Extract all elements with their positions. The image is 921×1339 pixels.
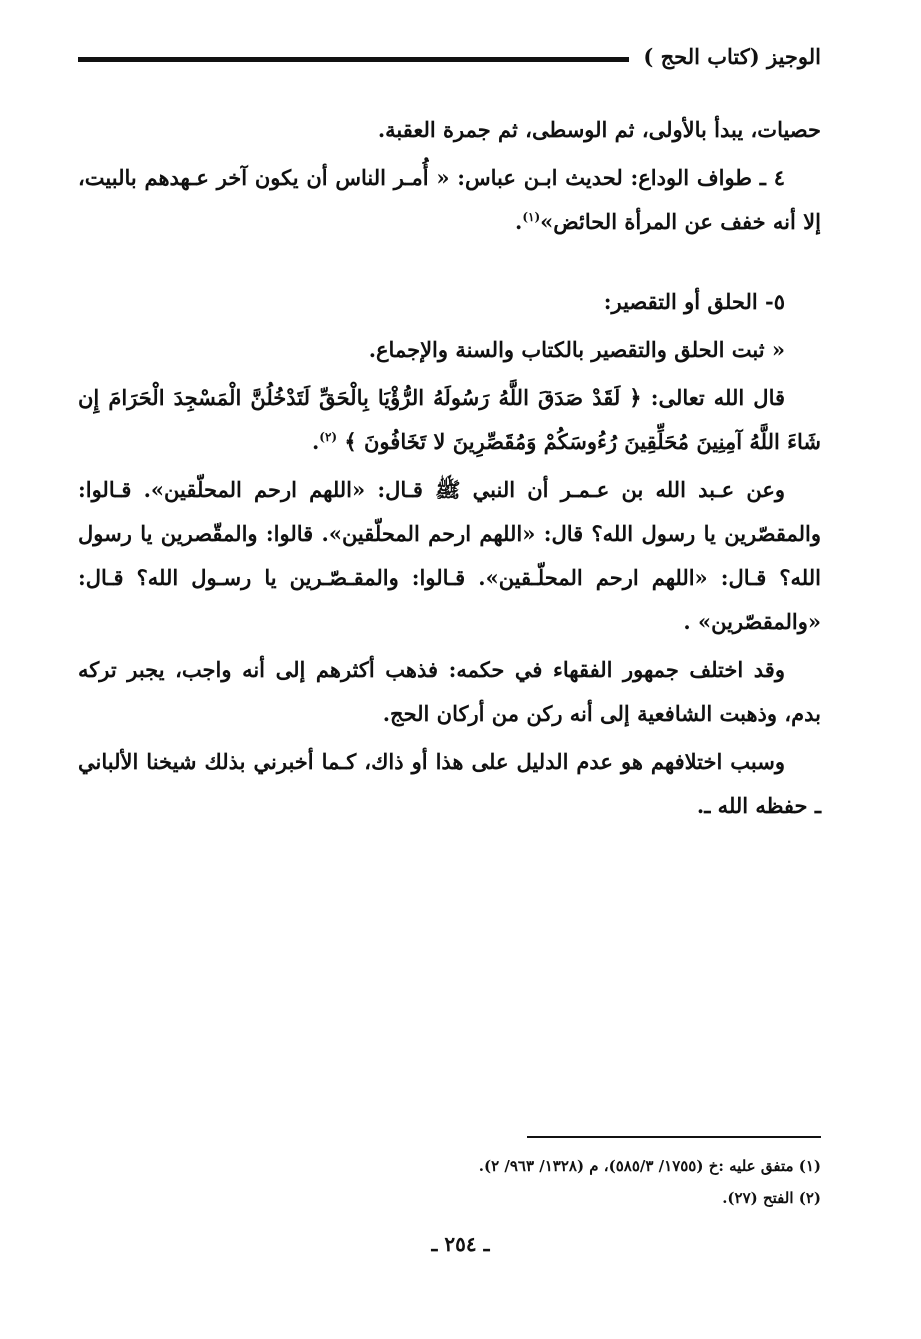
- page-header: [78, 44, 821, 69]
- paragraph-hadith: وعن عـبد الله بن عـمـر أن النبي ﷺ قـال: «اللهم ارحم المحلّقين». قـالوا: والمقصّرين يا رسول الله؟ قال: «اللهم ارحم المحلّقين». قالوا: والمقّصرين يا رسول الله؟ قـال: «اللهم ارحم المحلّـقين». قـالوا: والمقـصّـرين يا رسـول الله؟ قـال: «والمقصّرين» .: [78, 477, 821, 634]
- verse-intro: قال الله تعالى:: [650, 385, 786, 410]
- footnotes: [300, 1150, 821, 1214]
- footnote-rule: [527, 1136, 821, 1138]
- paragraph-pebbles: حصيات، يبدأ بالأولى، ثم الوسطى، ثم جمرة العقبة.: [377, 117, 821, 142]
- paragraph-quran-verse: [78, 376, 821, 464]
- paragraph-farewell-tawaf: [78, 156, 821, 244]
- paragraph-reason: وسبب اختلافهم هو عدم الدليل على هذا أو ذاك، كـما أخبرني بذلك شيخنا الألباني ـ حفظه الله ـ.: [78, 749, 821, 818]
- section-heading-shaving: ٥- الحلق أو التقصير:: [603, 289, 785, 314]
- footnote-1: (١) متفق عليه :خ (١٧٥٥/ ٥٨٥/٣)، م (١٣٢٨/ ٩٦٣/ ٢).: [478, 1157, 821, 1175]
- page-number: ـ ٢٥٤ ـ: [431, 1232, 490, 1256]
- footnote-ref-2: (٢): [319, 430, 338, 444]
- verse-end: .: [311, 429, 320, 454]
- paragraph-proof-intro: « ثبت الحلق والتقصير بالكتاب والسنة والإجماع.: [368, 337, 785, 362]
- footnote-ref-1: (١): [522, 210, 541, 224]
- running-title: الوجيز (كتاب الحج ): [643, 44, 821, 69]
- farewell-tawaf-text: ٤ ـ طواف الوداع: لحديث ابـن عباس: « أُمـر الناس أن يكون آخر عـهدهم بالبيت، إلا أنه خفف عن المرأة الحائض»: [78, 165, 821, 234]
- paragraph-scholars-differ: وقد اختلف جمهور الفقهاء في حكمه: فذهب أكثرهم إلى أنه واجب، يجبر تركه بدم، وذهبت الشافعية إلى أنه ركن من أركان الحج.: [78, 657, 821, 726]
- main-text: [78, 108, 821, 832]
- footnote-2: (٢) الفتح (٢٧).: [722, 1189, 821, 1207]
- header-rule: [78, 57, 629, 62]
- farewell-tawaf-end: .: [515, 209, 523, 234]
- quran-verse: ﴿ لَقَدْ صَدَقَ اللَّهُ رَسُولَهُ الرُّؤْيَا بِالْحَقِّ لَتَدْخُلُنَّ الْمَسْجِدَ الْحَرَامَ إِن شَاءَ اللَّهُ آمِنِينَ مُحَلِّقِينَ رُءُوسَكُمْ وَمُقَصِّرِينَ لا تَخَافُونَ ﴾: [78, 385, 821, 454]
